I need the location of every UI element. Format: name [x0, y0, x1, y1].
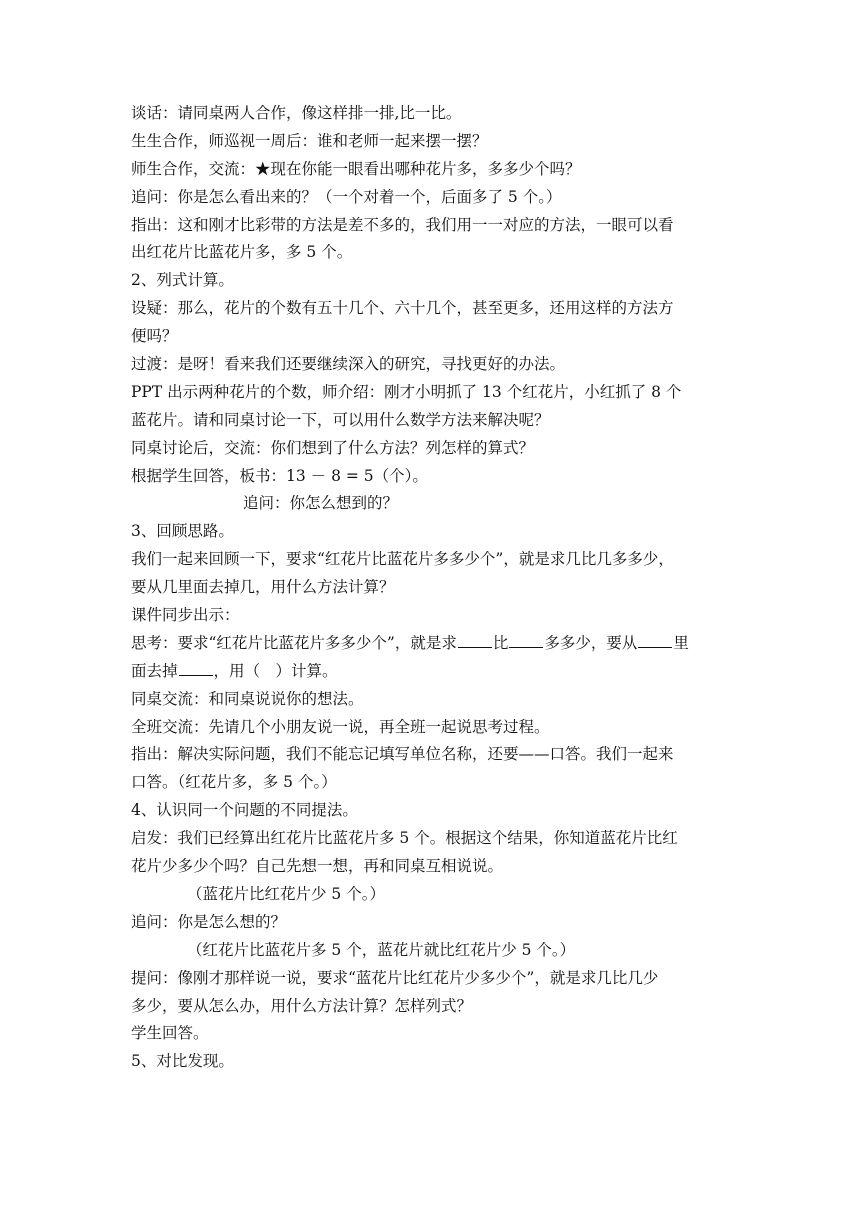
paragraph-line: （蓝花片比红花片少 5 个。） [187, 884, 385, 903]
think-prompt-line-1 [131, 630, 731, 658]
paragraph-line: 要从几里面去掉几，用什么方法计算？ [131, 578, 395, 597]
fill-blank [509, 633, 543, 648]
paragraph-line: 同桌交流：和同桌说说你的想法。 [131, 689, 364, 708]
think-prompt-line-2 [131, 658, 731, 686]
paragraph-line: 谈话：请同桌两人合作，像这样排一排,比一比。 [131, 104, 462, 122]
paragraph-line: 同桌讨论后，交流：你们想到了什么方法？列怎样的算式？ [131, 438, 535, 457]
paragraph-line: 出红花片比蓝花片多，多 5 个。 [131, 243, 353, 262]
paragraph-line: 多少，要从怎么办，用什么方法计算？怎样列式？ [131, 996, 473, 1015]
section-heading: 3、回顾思路。 [131, 522, 234, 541]
section-heading: 2、列式计算。 [131, 271, 234, 290]
section-heading: 5、对比发现。 [131, 1052, 234, 1071]
think-text: 思考：要求“红花片比蓝花片多多少个”，就是求 [131, 633, 457, 652]
paragraph-line: 全班交流：先请几个小朋友说一说，再全班一起说思考过程。 [131, 717, 550, 736]
paragraph-line: 启发：我们已经算出红花片比蓝花片多 5 个。根据这个结果，你知道蓝花片比红 [131, 829, 678, 848]
think-text: 面去掉 [131, 661, 178, 680]
paragraph-line: 追问：你是怎么想的？ [131, 912, 287, 931]
think-text: 多多少，要从 [544, 633, 638, 652]
paragraph-line: 根据学生回答，板书：13 － 8 = 5（个）。 [131, 466, 428, 485]
fill-blank [179, 661, 213, 676]
paragraph-line: 过渡：是呀！看来我们还要继续深入的研究，寻找更好的办法。 [131, 355, 566, 374]
paragraph-line: 口答。（红花片多，多 5 个。） [131, 773, 337, 792]
think-text: 里 [673, 633, 689, 652]
section-heading: 4、认识同一个问题的不同提法。 [131, 801, 358, 820]
fill-blank [458, 633, 492, 648]
paragraph-line: 指出：解决实际问题，我们不能忘记填写单位名称，还要——口答。我们一起来 [131, 745, 674, 764]
document-body [131, 100, 731, 1076]
paragraph-line: 追问：你是怎么看出来的？（一个对着一个，后面多了 5 个。） [131, 187, 562, 206]
paragraph-line: 蓝花片。请和同桌讨论一下，可以用什么数学方法来解决呢？ [131, 410, 550, 429]
paragraph-line: 指出：这和刚才比彩带的方法是差不多的，我们用一一对应的方法，一眼可以看 [131, 215, 674, 234]
paragraph-line: 便吗？ [131, 327, 178, 346]
paragraph-line: PPT 出示两种花片的个数，师介绍：刚才小明抓了 13 个红花片，小红抓了 8 个 [131, 382, 682, 401]
fill-blank [638, 633, 672, 648]
paragraph-line: （红花片比蓝花片多 5 个，蓝花片就比红花片少 5 个。） [187, 940, 576, 959]
paragraph-line: 学生回答。 [131, 1024, 209, 1043]
paragraph-line: 提问：像刚才那样说一说，要求“蓝花片比红花片少多少个”，就是求几比几少 [131, 968, 659, 987]
think-text: 比 [492, 633, 509, 652]
paragraph-line: 花片少多少个吗？自己先想一想，再和同桌互相说说。 [131, 857, 504, 876]
paragraph-line: 生生合作，师巡视一周后：谁和老师一起来摆一摆？ [131, 131, 488, 150]
paragraph-line: 课件同步出示： [131, 606, 240, 625]
paragraph-line: 我们一起来回顾一下，要求“红花片比蓝花片多多少个”，就是求几比几多多少， [131, 550, 674, 569]
paragraph-line: 追问：你怎么想到的？ [243, 494, 399, 513]
think-text: ，用（ ）计算。 [213, 661, 338, 680]
paragraph-line: 师生合作，交流：★现在你能一眼看出哪种花片多，多多少个吗？ [131, 159, 581, 178]
paragraph-line: 设疑：那么，花片的个数有五十几个、六十几个，甚至更多，还用这样的方法方 [131, 299, 674, 318]
